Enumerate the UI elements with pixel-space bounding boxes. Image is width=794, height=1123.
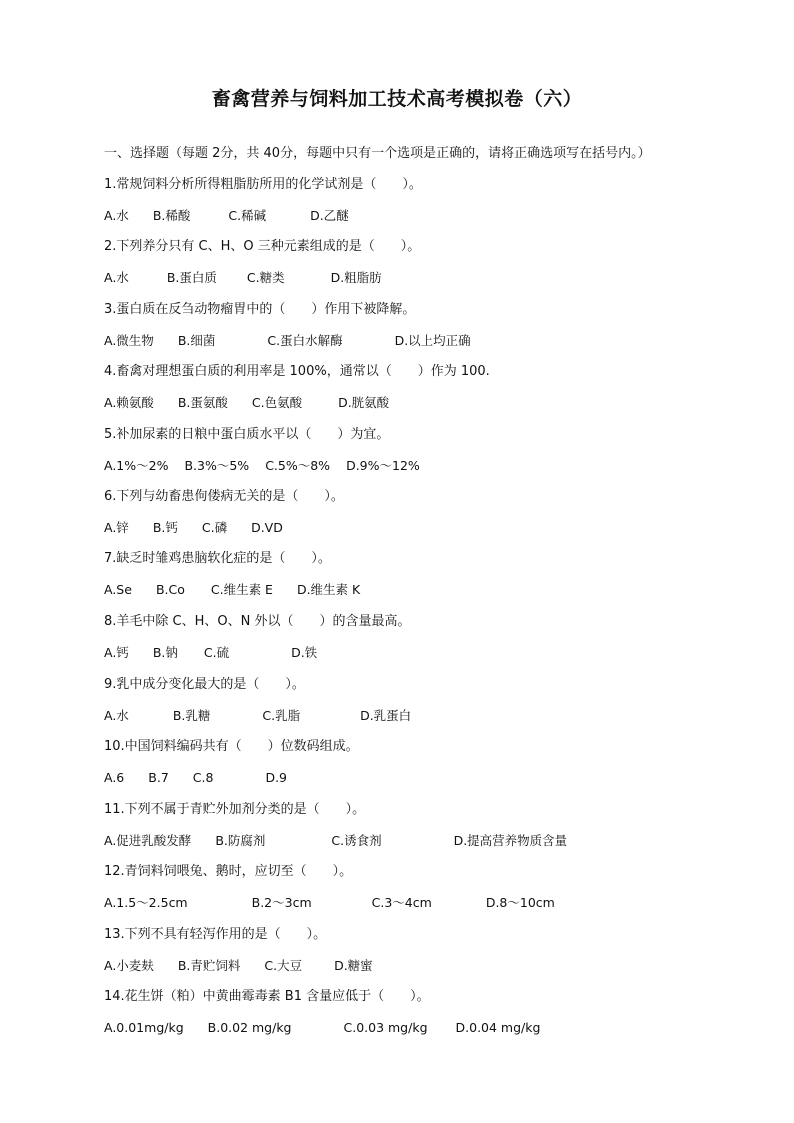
option-d: D.乙醚	[310, 208, 349, 223]
option-a: A.锌	[104, 520, 129, 535]
option-d: D.铁	[291, 645, 318, 660]
option-a: A.微生物	[104, 333, 154, 348]
option-c: C.乳脂	[262, 708, 301, 723]
option-b: B.0.02 mg/kg	[207, 1020, 292, 1035]
question-stem: 14.花生饼（粕）中黄曲霉毒素 B1 含量应低于（ ）。	[104, 989, 430, 1004]
question-options	[104, 832, 567, 850]
option-c: C.蛋白水解酶	[267, 333, 343, 348]
question-options	[104, 894, 555, 912]
option-b: B.细菌	[177, 333, 216, 348]
option-b: B.3%～5%	[184, 458, 250, 473]
option-d: D.9%～12%	[346, 458, 420, 473]
option-a: A.1.5～2.5cm	[104, 895, 188, 910]
question-options	[104, 332, 471, 350]
question-options	[104, 457, 420, 475]
option-c: C.诱食剂	[331, 833, 382, 848]
option-d: D.0.04 mg/kg	[455, 1020, 541, 1035]
option-c: C.硫	[203, 645, 230, 660]
question-stem: 8.羊毛中除 C、H、O、N 外以（ ）的含量最高。	[104, 614, 411, 629]
option-d: D.以上均正确	[394, 333, 471, 348]
option-b: B.青贮饲料	[177, 958, 241, 973]
question-options	[104, 1019, 540, 1037]
question-options	[104, 581, 360, 599]
option-b: B.稀酸	[152, 208, 191, 223]
question-options	[104, 644, 317, 662]
option-c: C.0.03 mg/kg	[343, 1020, 428, 1035]
question-stem: 11.下列不属于青贮外加剂分类的是（ ）。	[104, 802, 366, 817]
question-stem: 10.中国饲料编码共有（ ）位数码组成。	[104, 739, 359, 754]
question-options	[104, 707, 411, 725]
question-stem: 3.蛋白质在反刍动物瘤胃中的（ ）作用下被降解。	[104, 302, 416, 317]
option-b: B.Co	[155, 582, 185, 597]
option-d: D.糖蜜	[334, 958, 373, 973]
question-stem: 12.青饲料饲喂兔、鹅时，应切至（ ）。	[104, 864, 353, 879]
option-d: D.9	[265, 770, 287, 785]
option-d: D.VD	[251, 520, 283, 535]
question-options	[104, 519, 283, 537]
question-stem: 13.下列不具有轻泻作用的是（ ）。	[104, 927, 327, 942]
option-a: A.6	[104, 770, 125, 785]
option-c: C.8	[192, 770, 214, 785]
option-b: B.钠	[152, 645, 178, 660]
question-stem: 7.缺乏时雏鸡患脑软化症的是（ ）。	[104, 551, 331, 566]
option-d: D.乳蛋白	[360, 708, 412, 723]
option-a: A.Se	[104, 582, 132, 597]
question-options	[104, 207, 349, 225]
option-c: C.色氨酸	[251, 395, 303, 410]
option-a: A.小麦麸	[104, 958, 154, 973]
option-b: B.2～3cm	[251, 895, 312, 910]
question-options	[104, 394, 389, 412]
question-stem: 9.乳中成分变化最大的是（ ）。	[104, 677, 305, 692]
option-a: A.水	[104, 708, 129, 723]
option-c: C.3～4cm	[371, 895, 432, 910]
option-b: B.7	[148, 770, 169, 785]
option-c: C.稀碱	[228, 208, 267, 223]
option-b: B.乳糖	[172, 708, 211, 723]
question-stem: 2.下列养分只有 C、H、O 三种元素组成的是（ ）。	[104, 239, 421, 254]
option-c: C.大豆	[264, 958, 303, 973]
option-a: A.水	[104, 270, 129, 285]
question-stem: 6.下列与幼畜患佝偻病无关的是（ ）。	[104, 489, 344, 504]
option-a: A.1%～2%	[104, 458, 169, 473]
option-c: C.糖类	[246, 270, 285, 285]
option-d: D.粗脂肪	[330, 270, 382, 285]
option-a: A.0.01mg/kg	[104, 1020, 184, 1035]
option-b: B.蛋白质	[166, 270, 217, 285]
option-d: D.提高营养物质含量	[453, 833, 568, 848]
option-a: A.促进乳酸发酵	[104, 833, 192, 848]
option-d: D.胱氨酸	[338, 395, 390, 410]
option-d: D.维生素 K	[296, 582, 361, 597]
question-options	[104, 957, 373, 975]
option-a: A.钙	[104, 645, 129, 660]
page-title: 畜禽营养与饲料加工技术高考模拟卷（六）	[211, 88, 583, 110]
option-c: C.维生素 E	[210, 582, 273, 597]
option-a: A.赖氨酸	[104, 395, 154, 410]
section-heading: 一、选择题（每题 2分，共 40分，每题中只有一个选项是正确的，请将正确选项写在括号内。）	[104, 146, 651, 161]
option-b: B.防腐剂	[215, 833, 266, 848]
option-c: C.5%～8%	[265, 458, 331, 473]
question-options	[104, 769, 287, 787]
option-b: B.钙	[152, 520, 178, 535]
question-stem: 5.补加尿素的日粮中蛋白质水平以（ ）为宜。	[104, 427, 390, 442]
question-stem: 4.畜禽对理想蛋白质的利用率是 100%，通常以（ ）作为 100.	[104, 364, 490, 379]
option-c: C.磷	[201, 520, 228, 535]
option-d: D.8～10cm	[485, 895, 555, 910]
question-options	[104, 269, 382, 287]
question-stem: 1.常规饲料分析所得粗脂肪所用的化学试剂是（ ）。	[104, 177, 422, 192]
option-b: B.蛋氨酸	[177, 395, 228, 410]
option-a: A.水	[104, 208, 129, 223]
